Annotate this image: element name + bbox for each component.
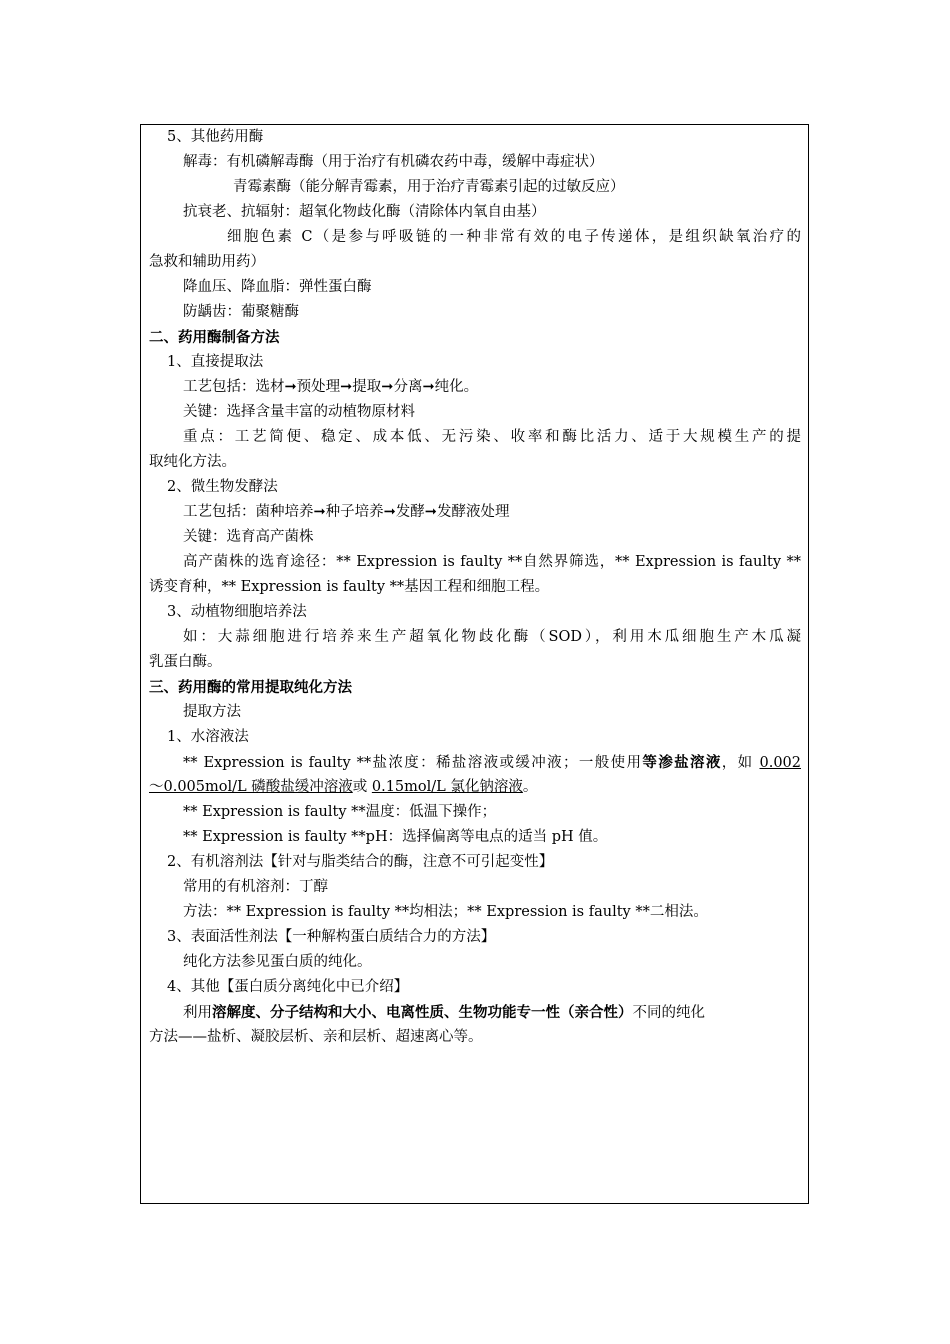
- chapter-heading: 三、药用酶的常用提取纯化方法: [149, 679, 352, 696]
- text-line: 关键：选育高产菌株: [183, 529, 314, 545]
- section-heading: 1、直接提取法: [167, 354, 264, 370]
- text-line: 常用的有机溶剂：丁醇: [183, 879, 328, 895]
- text-line: 提取方法: [183, 704, 241, 720]
- text-line: 防龋齿：葡聚糖酶: [183, 304, 299, 320]
- text-line: 重点：工艺简便、稳定、成本低、无污染、收率和酶比活力、适于大规模生产的提: [183, 429, 801, 445]
- text-line: 抗衰老、抗辐射：超氧化物歧化酶（清除体内氧自由基）: [183, 204, 546, 220]
- text-run: 利用: [183, 1005, 212, 1021]
- text-line: 如：大蒜细胞进行培养来生产超氧化物歧化酶（SOD），利用木瓜细胞生产木瓜凝: [183, 629, 801, 645]
- section-heading: 3、表面活性剂法【一种解构蛋白质结合力的方法】: [167, 929, 496, 945]
- section-heading: 4、其他【蛋白质分离纯化中已介绍】: [167, 979, 409, 995]
- text-line: 关键：选择含量丰富的动植物原材料: [183, 404, 415, 420]
- text-line: [149, 1000, 801, 1025]
- text-line: 细胞色素 C（是参与呼吸链的一种非常有效的电子传递体，是组织缺氧治疗的: [227, 229, 801, 245]
- text-line: 纯化方法参见蛋白质的纯化。: [183, 954, 372, 970]
- section-heading: 5、其他药用酶: [167, 129, 264, 145]
- section-heading: 1、水溶液法: [167, 729, 249, 745]
- text-line: [149, 775, 801, 800]
- text-line: 诱变育种，** Expression is faulty **基因工程和细胞工程。: [149, 579, 550, 595]
- text-line: [149, 750, 801, 775]
- document-body: [149, 125, 801, 1050]
- underlined-term: 0.15mol/L 氯化钠溶液: [371, 779, 523, 795]
- section-heading: 2、有机溶剂法【针对与脂类结合的酶，注意不可引起变性】: [167, 854, 554, 870]
- text-line: 高产菌株的选育途径：** Expression is faulty **自然界筛选，** Expression is faulty **: [183, 554, 801, 570]
- underlined-term: ～0.005mol/L 磷酸盐缓冲溶液: [149, 779, 353, 795]
- text-run: 。: [522, 779, 538, 795]
- bold-term: 等渗盐溶液: [642, 754, 722, 771]
- text-line: 青霉素酶（能分解青霉素，用于治疗青霉素引起的过敏反应）: [233, 179, 625, 195]
- text-line: 方法：** Expression is faulty **均相法；** Expression is faulty **二相法。: [183, 904, 708, 920]
- text-line: 解毒：有机磷解毒酶（用于治疗有机磷农药中毒，缓解中毒症状）: [183, 154, 604, 170]
- bold-term: 溶解度、分子结构和大小、电离性质、生物功能专一性（亲合性）: [212, 1004, 633, 1021]
- text-line: 工艺包括：菌种培养➞种子培养➞发酵➞发酵液处理: [183, 504, 510, 520]
- text-run: 不同的纯化: [632, 1005, 705, 1021]
- chapter-heading: 二、药用酶制备方法: [149, 329, 280, 346]
- text-line: 取纯化方法。: [149, 454, 236, 470]
- section-heading: 3、动植物细胞培养法: [167, 604, 307, 620]
- underlined-term: 0.002: [759, 755, 801, 771]
- text-run: ** Expression is faulty **盐浓度：稀盐溶液或缓冲液；一般使用: [183, 755, 643, 771]
- text-line: 急救和辅助用药）: [149, 254, 265, 270]
- text-line: 乳蛋白酶。: [149, 654, 222, 670]
- text-line: 方法——盐析、凝胶层析、亲和层析、超速离心等。: [149, 1029, 483, 1045]
- text-line: ** Expression is faulty **温度：低温下操作；: [183, 804, 497, 820]
- section-heading: 2、微生物发酵法: [167, 479, 278, 495]
- text-run: ，如: [721, 755, 760, 771]
- text-line: 降血压、降血脂：弹性蛋白酶: [183, 279, 372, 295]
- text-line: 工艺包括：选材➞预处理➞提取➞分离➞纯化。: [183, 379, 479, 395]
- text-line: ** Expression is faulty **pH：选择偏离等电点的适当 pH 值。: [183, 829, 608, 845]
- text-run: 或: [352, 779, 372, 795]
